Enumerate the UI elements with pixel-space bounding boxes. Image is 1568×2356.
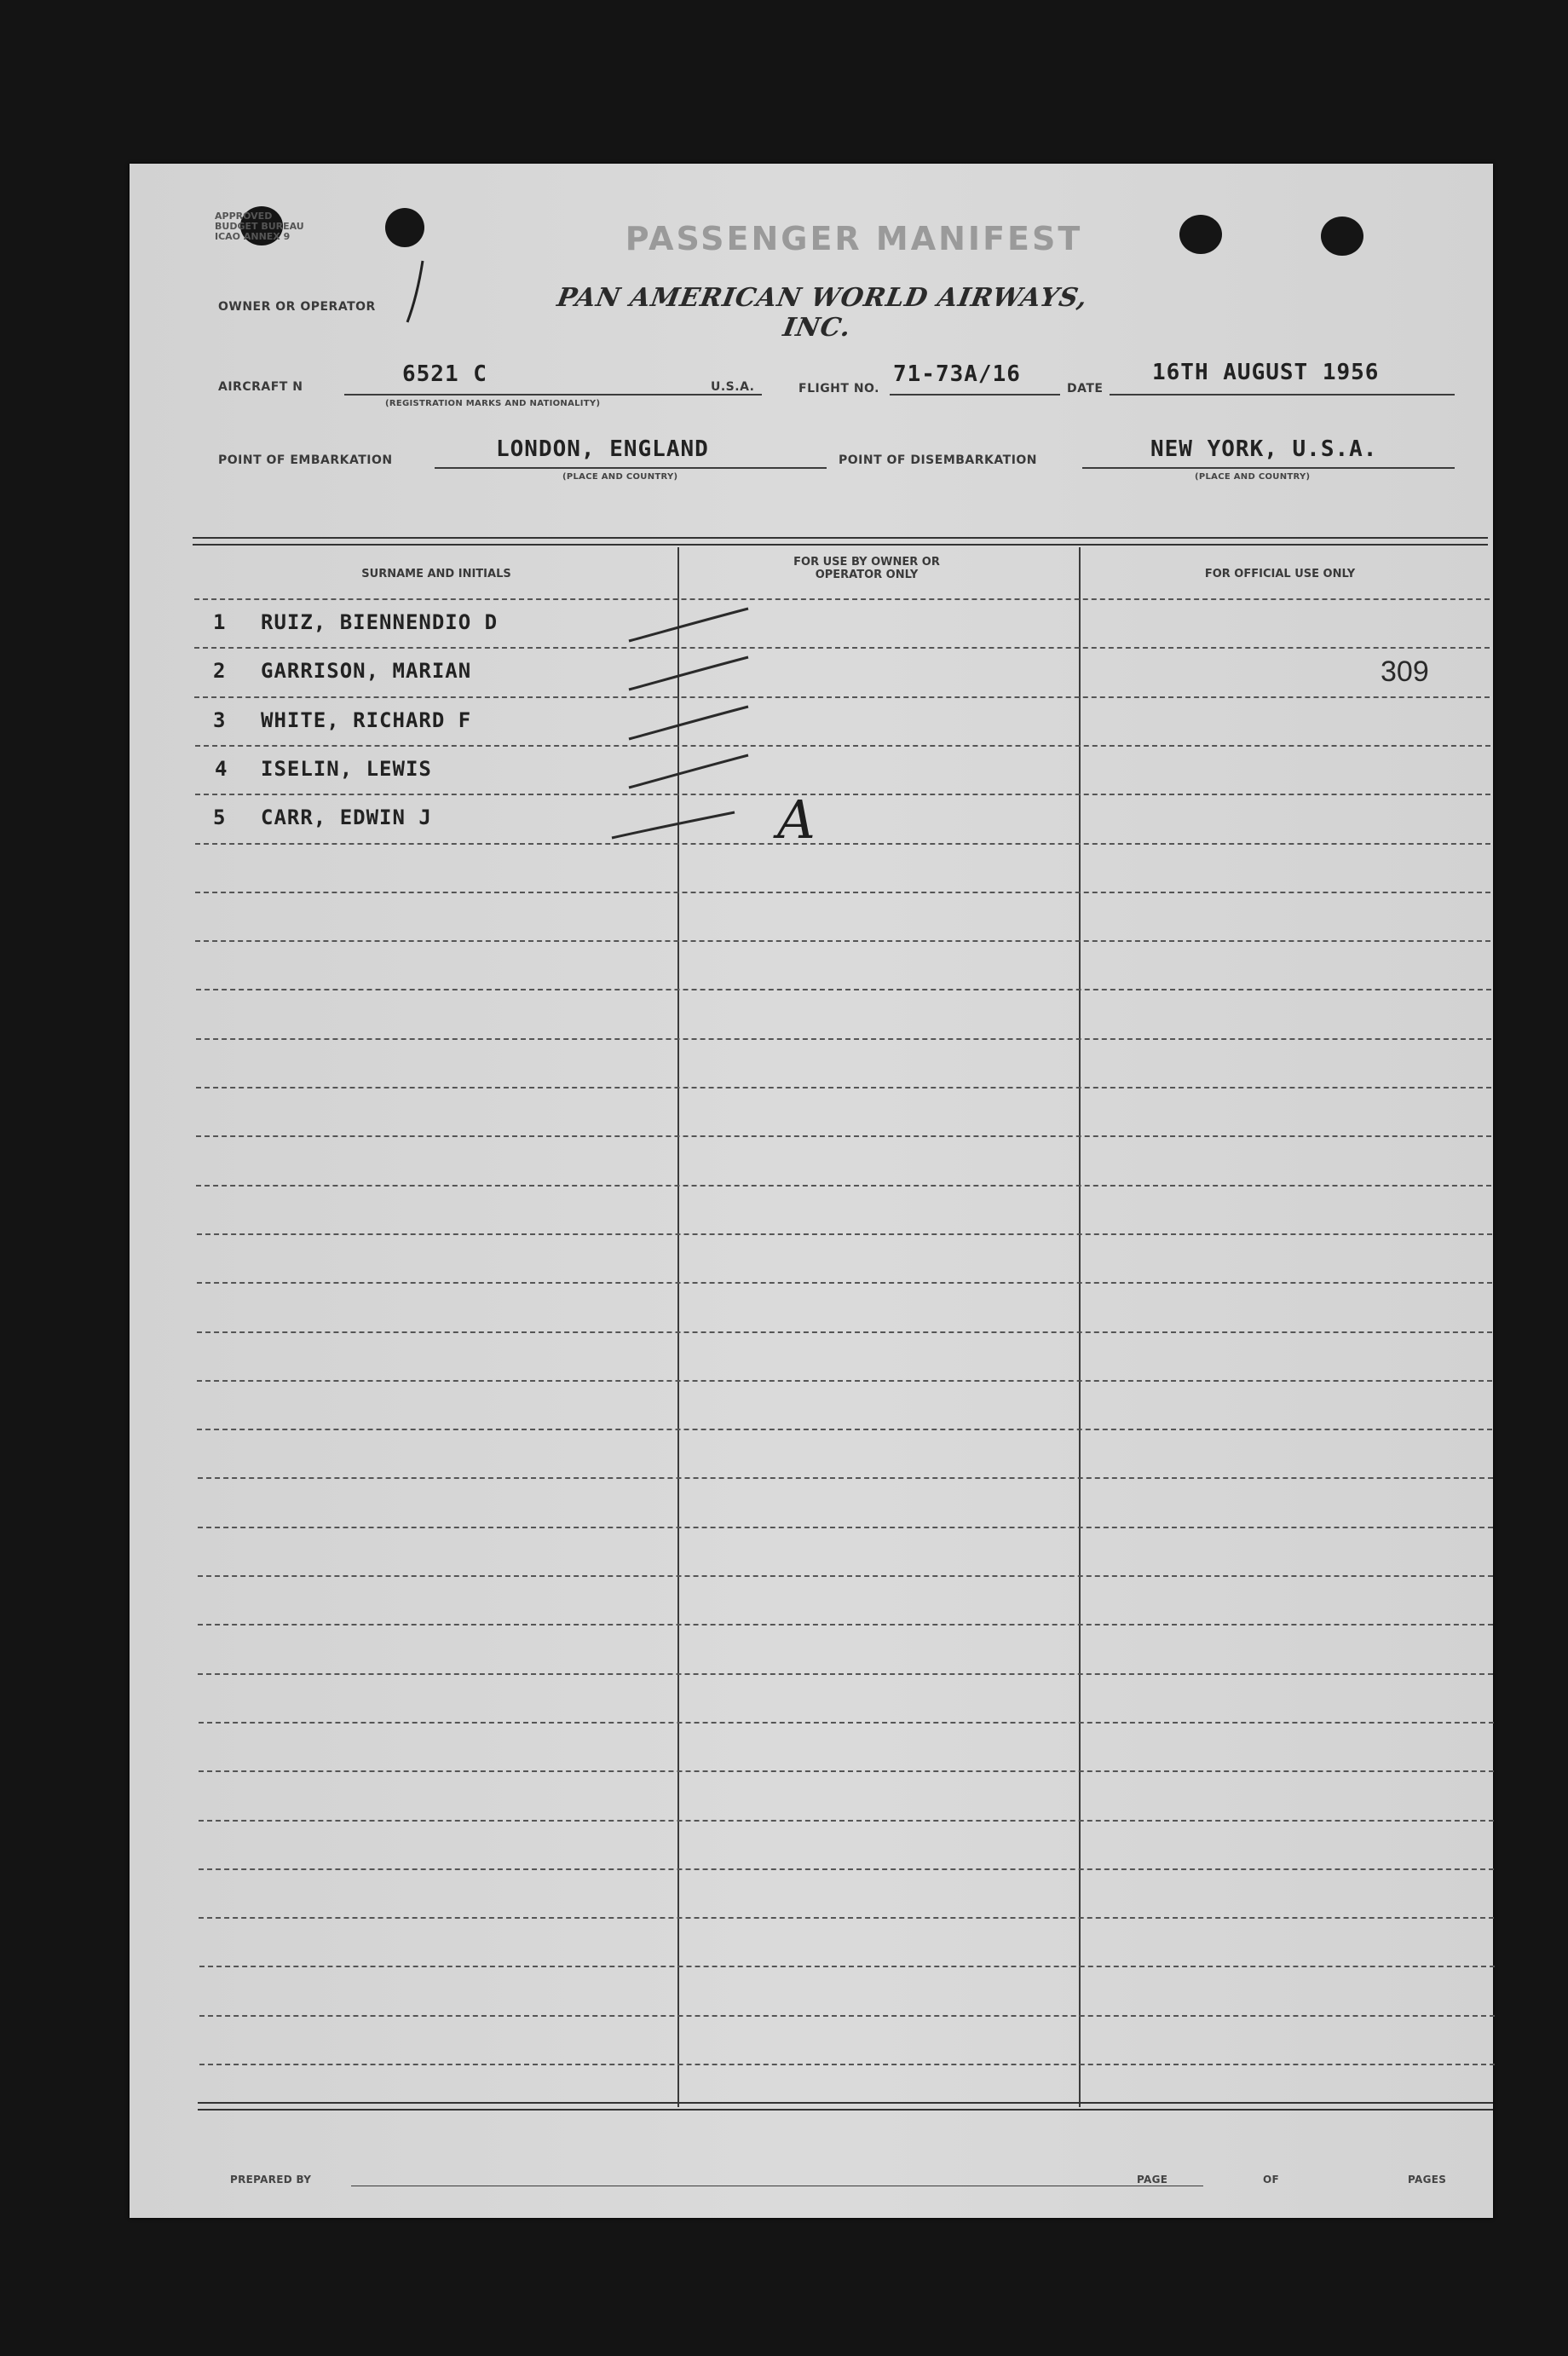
row-rule [199, 1820, 1494, 1822]
row-number: 3 [213, 708, 227, 732]
row-rule [195, 745, 1490, 747]
row-rule [199, 1770, 1494, 1772]
date-value: 16TH AUGUST 1956 [1152, 360, 1380, 385]
row-rule [197, 1331, 1492, 1333]
row-rule [195, 892, 1490, 893]
of-label: OF [1263, 2174, 1279, 2186]
row-number: 2 [213, 659, 227, 683]
embark-underline [435, 467, 827, 469]
prepared-by-label: PREPARED BY [230, 2174, 312, 2186]
row-rule [195, 794, 1490, 795]
punch-hole [1321, 217, 1363, 256]
table-bottom-rule [198, 2102, 1493, 2111]
flight-label: FLIGHT NO. [798, 382, 879, 396]
row-rule [197, 1282, 1492, 1284]
owner-mark: A [777, 788, 816, 851]
disembark-sublabel: (PLACE AND COUNTRY) [1195, 472, 1311, 482]
official-entry: 309 [1381, 655, 1429, 688]
col-header-owner: FOR USE BY OWNER OR OPERATOR ONLY [793, 556, 940, 581]
col-header-surname: SURNAME AND INITIALS [361, 568, 511, 580]
row-rule [197, 1429, 1492, 1430]
check-stroke [624, 703, 777, 746]
row-rule [198, 1477, 1493, 1479]
passenger-name: RUIZ, BIENNENDIO D [261, 610, 499, 634]
row-rule [199, 1917, 1494, 1919]
row-number: 5 [213, 806, 227, 829]
row-rule [194, 696, 1490, 698]
date-underline [1110, 394, 1455, 396]
row-rule [196, 1087, 1491, 1088]
flight-underline [890, 394, 1060, 396]
row-rule [199, 1966, 1495, 1967]
aircraft-underline [344, 394, 762, 396]
disembark-underline [1082, 467, 1455, 469]
check-stroke [624, 752, 777, 794]
usa-label: U.S.A. [711, 380, 755, 394]
row-rule [195, 940, 1490, 942]
manifest-sheet [130, 164, 1493, 2218]
owner-tick-mark [404, 257, 429, 326]
pages-label: PAGES [1408, 2174, 1447, 2186]
row-rule [196, 1135, 1491, 1137]
passenger-name: ISELIN, LEWIS [261, 757, 432, 781]
aircraft-value: 6521 C [402, 361, 487, 387]
check-stroke [624, 654, 777, 696]
row-rule [195, 843, 1490, 845]
form-title: PASSENGER MANIFEST [625, 220, 1083, 257]
embark-sublabel: (PLACE AND COUNTRY) [562, 472, 678, 482]
row-rule [198, 1527, 1493, 1528]
disembark-value: NEW YORK, U.S.A. [1150, 436, 1378, 462]
row-rule [196, 1038, 1491, 1040]
disembark-label: POINT OF DISEMBARKATION [839, 453, 1038, 467]
row-rule [199, 2064, 1495, 2065]
row-number: 4 [215, 757, 228, 781]
passenger-name: GARRISON, MARIAN [261, 659, 472, 683]
embark-label: POINT OF EMBARKATION [218, 453, 393, 467]
passenger-name: CARR, EDWIN J [261, 806, 432, 829]
row-rule [199, 1868, 1494, 1870]
check-stroke [624, 605, 777, 648]
row-rule [199, 2015, 1495, 2017]
row-rule [194, 647, 1490, 649]
col-header-official: FOR OFFICIAL USE ONLY [1204, 568, 1356, 580]
date-label: DATE [1067, 382, 1104, 396]
row-rule [197, 1380, 1492, 1382]
flight-value: 71-73A/16 [893, 361, 1021, 387]
row-rule [196, 1185, 1491, 1187]
row-number: 1 [213, 610, 227, 634]
approval-note: APPROVED BUDGET BUREAU ICAO ANNEX 9 [215, 211, 304, 242]
page-label: PAGE [1137, 2174, 1168, 2186]
table-top-rule [193, 537, 1488, 546]
check-stroke [607, 800, 760, 843]
punch-hole [385, 208, 424, 247]
row-rule [199, 1722, 1494, 1724]
passenger-name: WHITE, RICHARD F [261, 708, 472, 732]
row-rule [198, 1575, 1493, 1577]
aircraft-sublabel: (REGISTRATION MARKS AND NATIONALITY) [385, 399, 601, 408]
punch-hole [1179, 215, 1222, 254]
owner-label: OWNER OR OPERATOR [218, 300, 376, 314]
row-rule [197, 1233, 1492, 1235]
row-rule [198, 1673, 1493, 1675]
embark-value: LONDON, ENGLAND [496, 436, 709, 462]
row-rule [198, 1624, 1493, 1626]
column-divider-2 [1079, 547, 1081, 2107]
row-rule [194, 598, 1490, 600]
row-rule [196, 989, 1491, 990]
aircraft-label: AIRCRAFT N [218, 380, 303, 394]
operator-name: PAN AMERICAN WORLD AIRWAYS, INC. [555, 283, 1091, 343]
